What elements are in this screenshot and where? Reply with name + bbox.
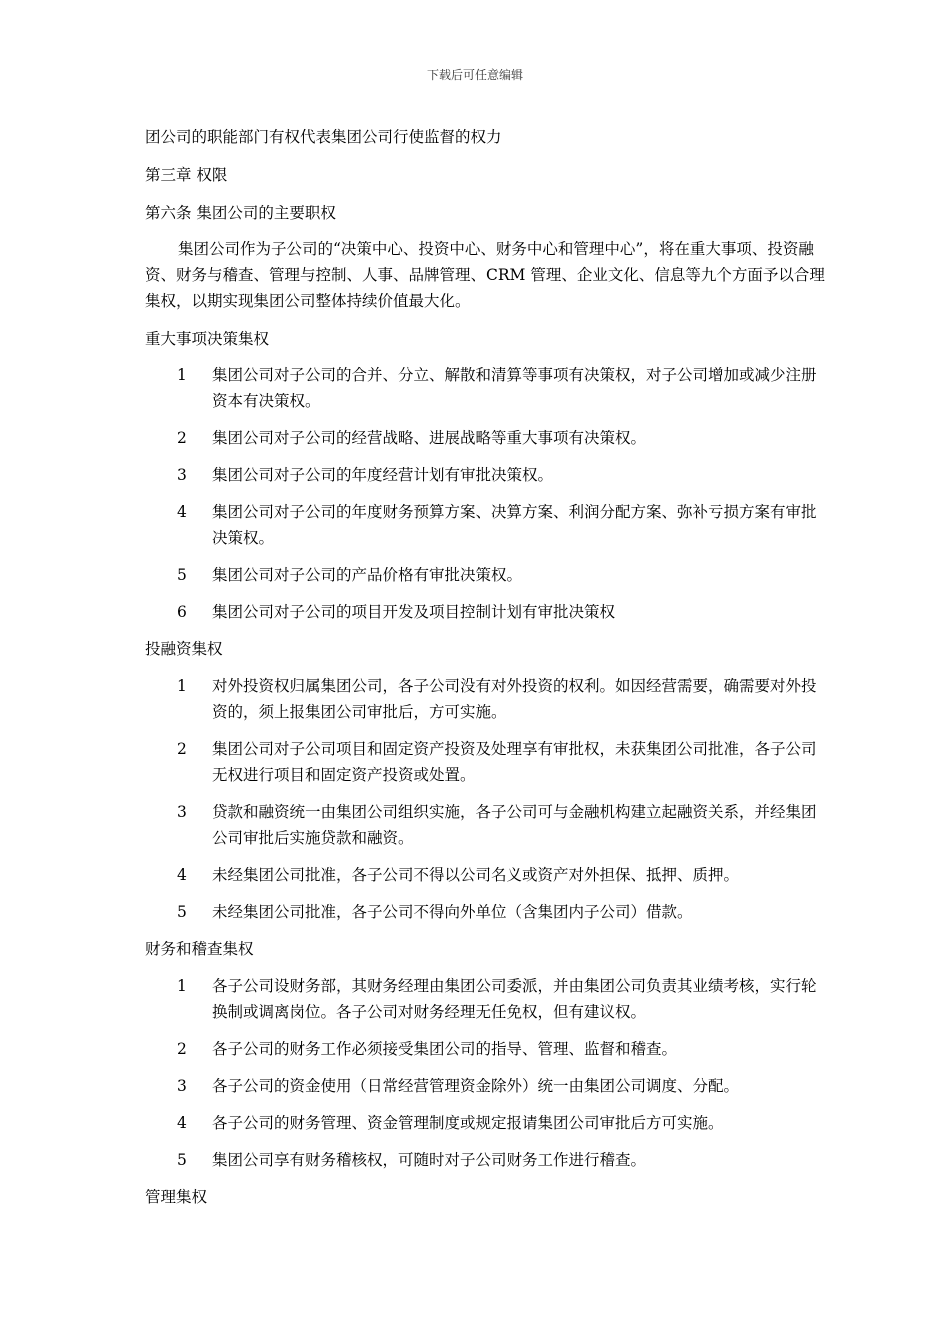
list-text: 各子公司的财务工作必须接受集团公司的指导、管理、监督和稽查。 bbox=[212, 1040, 678, 1058]
section-heading-finance: 财务和稽查集权 bbox=[145, 940, 254, 958]
list-number: 5 bbox=[177, 566, 187, 584]
list-item bbox=[145, 562, 825, 588]
page-header: 下载后可任意编辑 bbox=[426, 68, 523, 82]
chapter-heading: 第三章 权限 bbox=[145, 166, 228, 184]
list-number: 2 bbox=[177, 429, 187, 447]
list-number: 1 bbox=[177, 366, 187, 384]
list-item bbox=[145, 736, 825, 788]
list-text: 未经集团公司批准，各子公司不得向外单位（含集团内子公司）借款。 bbox=[212, 903, 693, 921]
section-heading-major: 重大事项决策集权 bbox=[145, 330, 270, 348]
list-text: 集团公司对子公司的产品价格有审批决策权。 bbox=[212, 566, 523, 584]
list-item bbox=[145, 899, 825, 925]
list-number: 5 bbox=[177, 1151, 187, 1169]
list-number: 3 bbox=[177, 466, 187, 484]
list-number: 4 bbox=[177, 1114, 187, 1132]
list-item bbox=[145, 1147, 825, 1173]
list-item bbox=[145, 499, 825, 551]
list-item bbox=[145, 425, 825, 451]
list-item bbox=[145, 1073, 825, 1099]
list-text: 集团公司对子公司的年度经营计划有审批决策权。 bbox=[212, 466, 554, 484]
list-item bbox=[145, 1110, 825, 1136]
list-item bbox=[145, 462, 825, 488]
list-item bbox=[145, 673, 825, 725]
list-text: 集团公司享有财务稽核权，可随时对子公司财务工作进行稽查。 bbox=[212, 1151, 647, 1169]
list-text: 各子公司的资金使用（日常经营管理资金除外）统一由集团公司调度、分配。 bbox=[212, 1077, 740, 1095]
list-item bbox=[145, 862, 825, 888]
list-item bbox=[145, 599, 825, 625]
list-text: 各子公司设财务部，其财务经理由集团公司委派，并由集团公司负责其业绩考核，实行轮换制或调离岗位。各子公司对财务经理无任免权，但有建议权。 bbox=[212, 977, 817, 1021]
list-text: 集团公司对子公司项目和固定资产投资及处理享有审批权，未获集团公司批准，各子公司无权进行项目和固定资产投资或处置。 bbox=[212, 740, 817, 784]
list-text: 对外投资权归属集团公司，各子公司没有对外投资的权利。如因经营需要，确需要对外投资的，须上报集团公司审批后，方可实施。 bbox=[212, 677, 817, 721]
list-number: 2 bbox=[177, 1040, 187, 1058]
list-item bbox=[145, 1036, 825, 1062]
list-text: 集团公司对子公司的经营战略、进展战略等重大事项有决策权。 bbox=[212, 429, 647, 447]
document-body bbox=[145, 124, 825, 1210]
article-heading: 第六条 集团公司的主要职权 bbox=[145, 204, 336, 222]
list-text: 各子公司的财务管理、资金管理制度或规定报请集团公司审批后方可实施。 bbox=[212, 1114, 724, 1132]
list-number: 1 bbox=[177, 977, 187, 995]
list-item bbox=[145, 799, 825, 851]
list-text: 贷款和融资统一由集团公司组织实施，各子公司可与金融机构建立起融资关系，并经集团公司审批后实施贷款和融资。 bbox=[212, 803, 817, 847]
section-heading-management: 管理集权 bbox=[145, 1188, 208, 1206]
section-heading-investment: 投融资集权 bbox=[145, 640, 223, 658]
list-item bbox=[145, 973, 825, 1025]
list-number: 4 bbox=[177, 866, 187, 884]
intro-line: 团公司的职能部门有权代表集团公司行使监督的权力 bbox=[145, 128, 502, 146]
list-text: 未经集团公司批准，各子公司不得以公司名义或资产对外担保、抵押、质押。 bbox=[212, 866, 740, 884]
list-number: 2 bbox=[177, 740, 187, 758]
list-text: 集团公司对子公司的年度财务预算方案、决算方案、利润分配方案、弥补亏损方案有审批决策权。 bbox=[212, 503, 817, 547]
list-text: 集团公司对子公司的合并、分立、解散和清算等事项有决策权，对子公司增加或减少注册资本有决策权。 bbox=[212, 366, 817, 410]
list-item bbox=[145, 362, 825, 414]
list-number: 3 bbox=[177, 1077, 187, 1095]
list-number: 6 bbox=[177, 603, 187, 621]
overview-paragraph: 集团公司作为子公司的“决策中心、投资中心、财务中心和管理中心”，将在重大事项、投资融资、财务与稽查、管理与控制、人事、品牌管理、CRM 管理、企业文化、信息等九个方面予以合理集权，以期实现集团公司整体持续价值最大化。 bbox=[145, 240, 825, 310]
list-number: 1 bbox=[177, 677, 187, 695]
list-text: 集团公司对子公司的项目开发及项目控制计划有审批决策权 bbox=[212, 603, 616, 621]
list-number: 4 bbox=[177, 503, 187, 521]
list-number: 5 bbox=[177, 903, 187, 921]
list-number: 3 bbox=[177, 803, 187, 821]
